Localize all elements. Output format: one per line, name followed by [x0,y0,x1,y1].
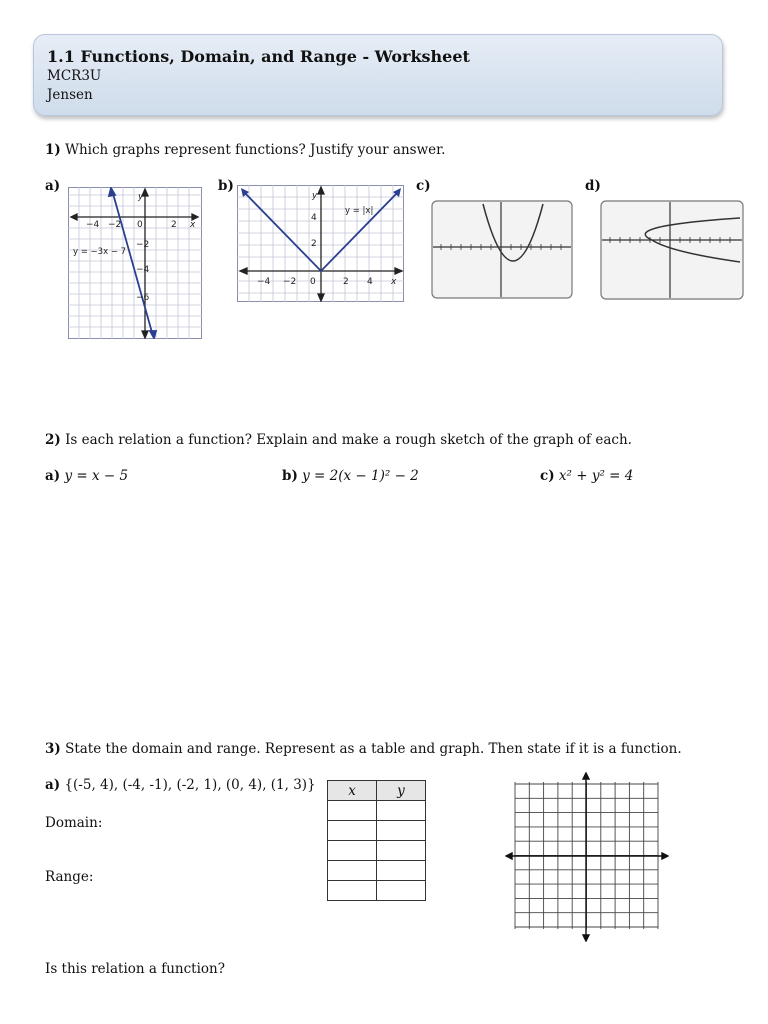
table-row [328,881,426,901]
function-question: Is this relation a function? [45,961,225,977]
range-label: Range: [45,869,94,885]
q2-part-a-label: a) [45,468,61,484]
graph-a-ytick: −4 [136,265,150,275]
question-2-text: Is each relation a function? Explain and make a rough sketch of the graph of each. [65,432,632,448]
table-row [328,861,426,881]
graph-b-yaxis-label: y [312,191,318,201]
q3-part-a-label: a) [45,777,61,793]
graph-b-xtick: 2 [343,277,349,287]
question-2-number: 2) [45,432,61,448]
graph-b-xtick: −4 [257,277,271,287]
question-1-text: Which graphs represent functions? Justify your answer. [65,142,446,158]
question-2 [45,432,632,448]
graph-a-equation: y = −3x − 7 [73,247,127,257]
q2-part-c-label: c) [540,468,555,484]
q1-label-c: c) [416,178,431,194]
table-row [328,821,426,841]
graph-a-xtick: −2 [108,220,122,230]
table-cell[interactable] [377,801,426,821]
table-cell[interactable] [377,861,426,881]
graph-b-ytick: 2 [311,239,317,249]
q2-part-b-equation: y = 2(x − 1)² − 2 [302,468,419,484]
q2-part-b [282,468,419,484]
graph-c [431,200,573,299]
question-3-number: 3) [45,741,61,757]
q1-label-b: b) [218,178,234,194]
q2-part-b-label: b) [282,468,298,484]
domain-label: Domain: [45,815,103,831]
table-row [328,801,426,821]
question-1 [45,142,445,158]
table-cell[interactable] [377,841,426,861]
graph-a-xtick: 2 [171,220,177,230]
q1-label-d: d) [585,178,601,194]
course-code: MCR3U [47,68,102,84]
q2-part-a-equation: y = x − 5 [64,468,129,484]
q3-part-a [45,777,316,793]
table-cell[interactable] [328,841,377,861]
graph-b-xtick: −2 [283,277,297,287]
q2-part-c [540,468,633,484]
graph-a-yaxis-label: y [138,192,144,202]
q2-part-c-equation: x² + y² = 4 [558,468,634,484]
worksheet-title: 1.1 Functions, Domain, and Range - Worksheet [47,47,470,66]
question-1-number: 1) [45,142,61,158]
table-cell[interactable] [328,881,377,901]
question-3 [45,741,682,757]
graph-a-xaxis-label: x [190,220,196,230]
question-3-text: State the domain and range. Represent as a table and graph. Then state if it is a function. [65,741,682,757]
table-cell[interactable] [377,881,426,901]
worksheet-header [33,34,723,116]
graph-a-xtick: 0 [137,220,143,230]
table-header-y: y [377,781,426,801]
q2-part-a [45,468,128,484]
q1-label-a: a) [45,178,61,194]
table-row [328,841,426,861]
graph-b-xtick: 4 [367,277,373,287]
graph-a-ytick: −2 [136,240,150,250]
table-header-x: x [328,781,377,801]
q3-part-a-set: {(-5, 4), (-4, -1), (-2, 1), (0, 4), (1, 3)} [64,777,316,793]
teacher-name: Jensen [47,87,93,103]
graph-a-ytick: −6 [136,293,150,303]
table-cell[interactable] [377,821,426,841]
graph-b-ytick: 4 [311,213,317,223]
table-cell[interactable] [328,801,377,821]
graph-b-xtick: 0 [310,277,316,287]
graph-b [237,185,404,302]
xy-table [327,780,426,901]
graph-a-xtick: −4 [86,220,100,230]
graph-b-xaxis-label: x [391,277,397,287]
graph-a [68,187,202,339]
graph-b-equation: y = |x| [345,206,374,216]
graph-d [600,200,744,300]
blank-coordinate-grid[interactable] [505,772,669,942]
table-cell[interactable] [328,861,377,881]
table-cell[interactable] [328,821,377,841]
